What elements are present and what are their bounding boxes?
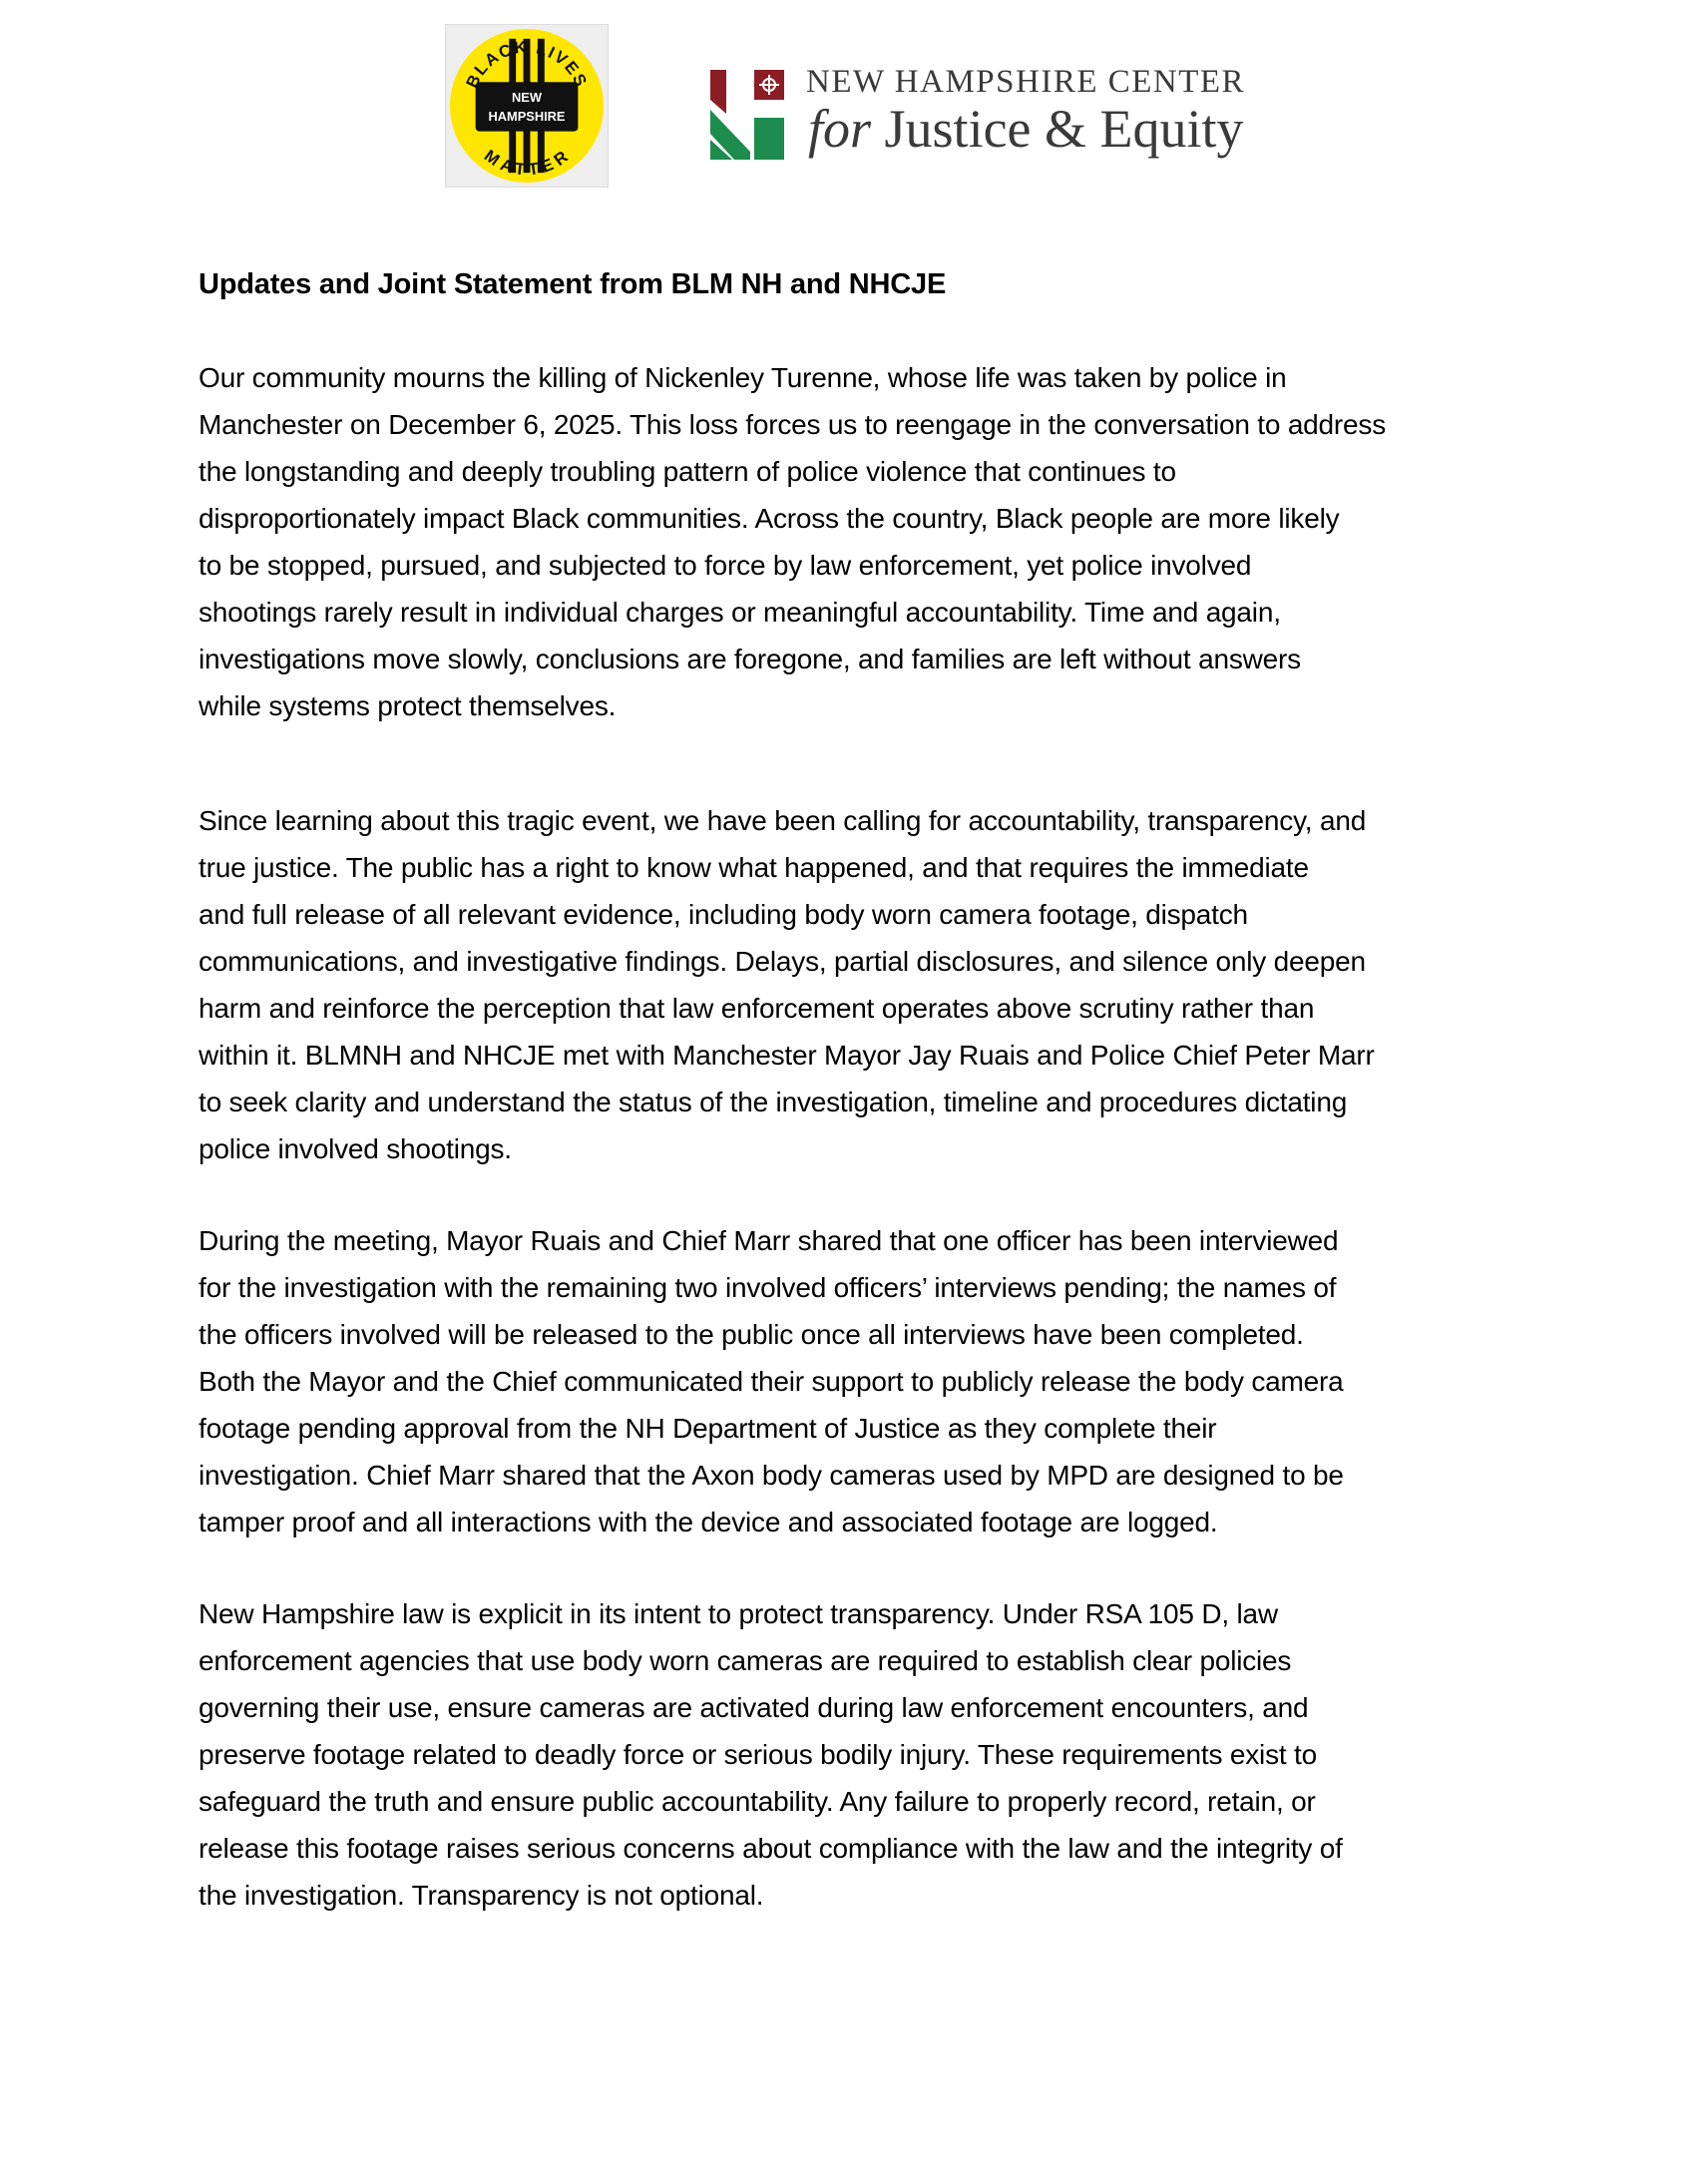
paragraph-line: Our community mourns the killing of Nickenley Turenne, whose life was taken by police in <box>199 362 1287 393</box>
paragraph-line: Both the Mayor and the Chief communicated their support to publicly release the body camera <box>199 1366 1344 1397</box>
paragraph-line: for the investigation with the remaining two involved officers’ interviews pending; the names of <box>199 1272 1337 1303</box>
paragraph-line: release this footage raises serious concerns about compliance with the law and the integrity of <box>199 1833 1343 1864</box>
paragraph-line: Manchester on December 6, 2025. This loss forces us to reengage in the conversation to address <box>199 409 1387 440</box>
nhcje-logo-line2 <box>808 98 1244 160</box>
paragraph-line: footage pending approval from the NH Department of Justice as they complete their <box>199 1413 1217 1444</box>
nhcje-logo-for: for <box>808 99 872 159</box>
paragraph-2 <box>199 797 1495 1172</box>
paragraph-line: Since learning about this tragic event, we have been calling for accountability, transparency, and <box>199 805 1367 836</box>
paragraph-line: During the meeting, Mayor Ruais and Chief Marr shared that one officer has been interviewed <box>199 1225 1339 1256</box>
paragraph-line: to seek clarity and understand the status of the investigation, timeline and procedures dictating <box>199 1087 1348 1117</box>
paragraph-1 <box>199 354 1495 729</box>
blm-nh-logo-graphic <box>446 25 608 187</box>
paragraph-4 <box>199 1590 1495 1919</box>
paragraph-line: New Hampshire law is explicit in its intent to protect transparency. Under RSA 105 D, law <box>199 1598 1278 1629</box>
paragraph-line: disproportionately impact Black communities. Across the country, Black people are more likely <box>199 503 1340 534</box>
paragraph-line: preserve footage related to deadly force or serious bodily injury. These requirements exist to <box>199 1739 1317 1770</box>
nhcje-logo-line1: NEW HAMPSHIRE CENTER <box>806 64 1246 100</box>
paragraph-line: investigations move slowly, conclusions are foregone, and families are left without answers <box>199 644 1301 674</box>
paragraph-line: police involved shootings. <box>199 1133 512 1164</box>
paragraph-line: while systems protect themselves. <box>199 690 617 721</box>
paragraph-line: true justice. The public has a right to know what happened, and that requires the immediate <box>199 852 1309 883</box>
paragraph-3 <box>199 1217 1495 1545</box>
paragraph-line: governing their use, ensure cameras are activated during law enforcement encounters, and <box>199 1692 1309 1723</box>
nhcje-logo <box>710 64 1269 164</box>
paragraph-line: the longstanding and deeply troubling pattern of police violence that continues to <box>199 456 1176 487</box>
nhcje-logo-justice-equity: Justice & Equity <box>884 99 1244 159</box>
paragraph-line: communications, and investigative findings. Delays, partial disclosures, and silence only deepen <box>199 946 1366 977</box>
paragraph-line: enforcement agencies that use body worn cameras are required to establish clear policies <box>199 1645 1292 1676</box>
paragraph-line: within it. BLMNH and NHCJE met with Manchester Mayor Jay Ruais and Police Chief Peter Marr <box>199 1040 1375 1071</box>
paragraph-line: safeguard the truth and ensure public accountability. Any failure to properly record, retain, or <box>199 1786 1316 1817</box>
paragraph-line: tamper proof and all interactions with the device and associated footage are logged. <box>199 1507 1218 1537</box>
paragraph-line: harm and reinforce the perception that law enforcement operates above scrutiny rather than <box>199 993 1315 1024</box>
paragraph-line: to be stopped, pursued, and subjected to force by law enforcement, yet police involved <box>199 550 1252 581</box>
paragraph-line: the investigation. Transparency is not optional. <box>199 1880 764 1911</box>
svg-text:NEW: NEW <box>512 90 542 106</box>
blm-nh-logo <box>445 24 609 188</box>
document-title: Updates and Joint Statement from BLM NH and NHCJE <box>199 268 947 300</box>
paragraph-line: and full release of all relevant evidence, including body worn camera footage, dispatch <box>199 899 1248 930</box>
nhcje-n-mark-icon <box>710 70 788 160</box>
svg-text:BLACK LIVES: BLACK LIVES <box>462 37 592 92</box>
svg-text:MATTER: MATTER <box>480 146 574 180</box>
paragraph-line: investigation. Chief Marr shared that the Axon body cameras used by MPD are designed to be <box>199 1460 1344 1491</box>
svg-text:HAMPSHIRE: HAMPSHIRE <box>488 108 566 124</box>
paragraph-line: shootings rarely result in individual charges or meaningful accountability. Time and again, <box>199 597 1281 628</box>
paragraph-line: the officers involved will be released to the public once all interviews have been completed. <box>199 1319 1304 1350</box>
statement-document <box>199 261 1495 1919</box>
